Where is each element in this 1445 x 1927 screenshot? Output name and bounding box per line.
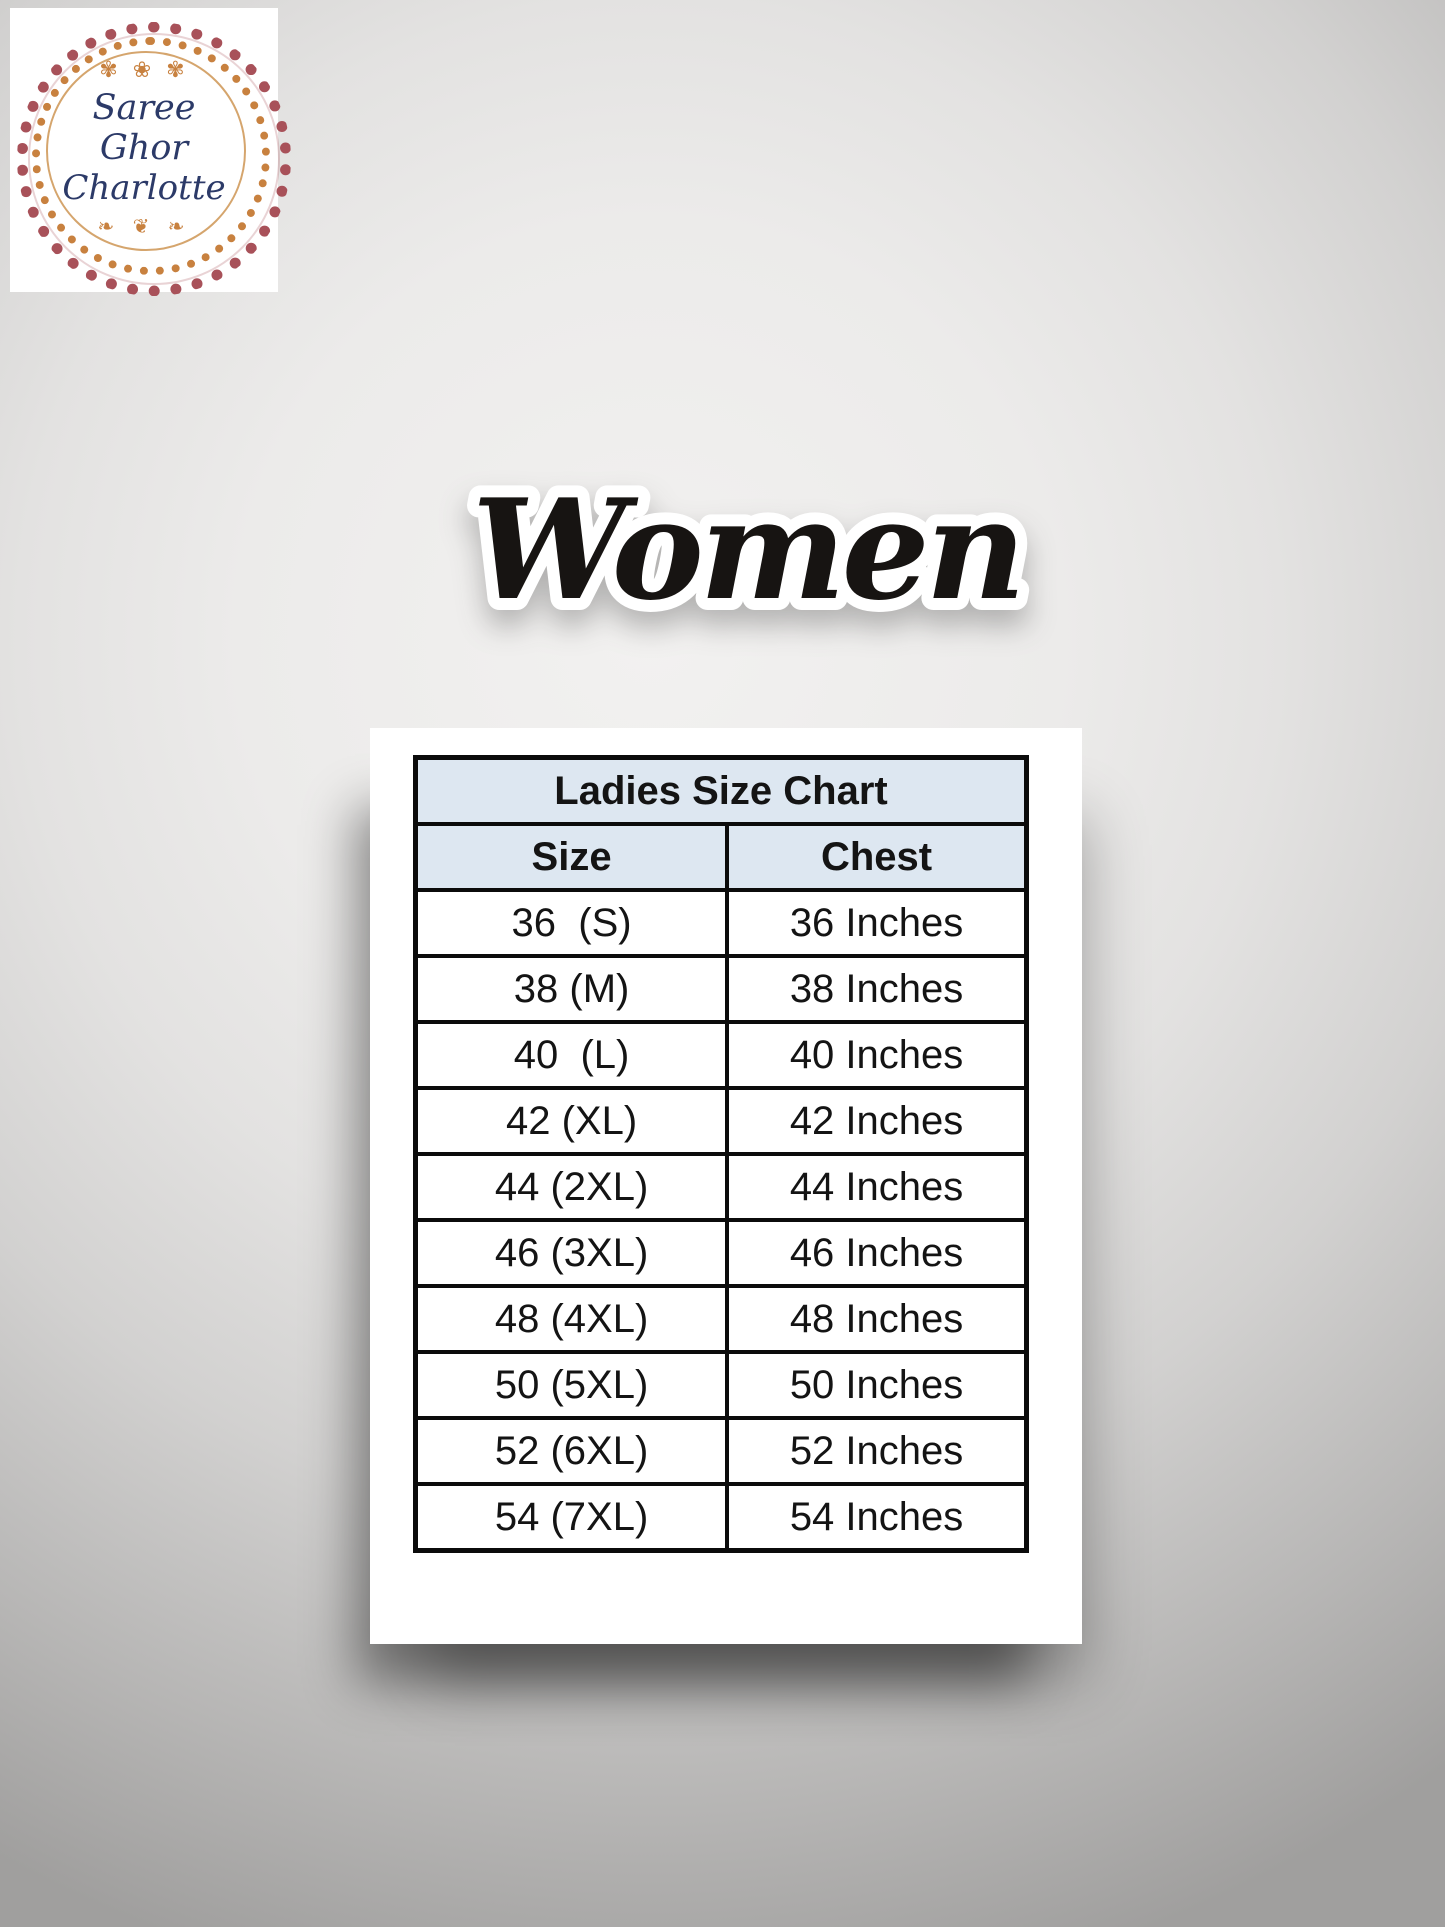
column-header-chest: Chest [727,824,1026,890]
table-row [416,1220,1027,1286]
size-cell: 42 (XL) [416,1088,728,1154]
chest-cell: 42 Inches [727,1088,1026,1154]
chest-cell: 40 Inches [727,1022,1026,1088]
size-cell: 52 (6XL) [416,1418,728,1484]
logo-center [44,48,244,248]
hero-title-sticker [455,448,1040,663]
size-chart-title-row [416,758,1027,825]
size-cell: 44 (2XL) [416,1154,728,1220]
size-cell: 48 (4XL) [416,1286,728,1352]
chest-cell: 52 Inches [727,1418,1026,1484]
size-cell: 54 (7XL) [416,1484,728,1551]
size-chart-header-row [416,824,1027,890]
table-row [416,1022,1027,1088]
brand-name-line1: Saree Ghor [92,88,196,169]
table-row [416,1418,1027,1484]
table-row [416,1352,1027,1418]
column-header-size: Size [416,824,728,890]
table-row [416,890,1027,956]
flourish-bottom-icon: ❧ ❦ ❧ [97,213,191,238]
table-row [416,1088,1027,1154]
chest-cell: 46 Inches [727,1220,1026,1286]
size-cell: 36 (S) [416,890,728,956]
table-row [416,1286,1027,1352]
brand-name-line2: Charlotte [62,167,226,208]
size-chart-table [413,755,1029,1553]
chest-cell: 48 Inches [727,1286,1026,1352]
table-row [416,956,1027,1022]
size-cell: 46 (3XL) [416,1220,728,1286]
table-row [416,1154,1027,1220]
hero-title: Women [472,468,1022,631]
table-row [416,1484,1027,1551]
chest-cell: 36 Inches [727,890,1026,956]
brand-logo [10,8,278,292]
chest-cell: 44 Inches [727,1154,1026,1220]
size-chart-card [370,728,1082,1644]
chest-cell: 54 Inches [727,1484,1026,1551]
size-cell: 50 (5XL) [416,1352,728,1418]
size-cell: 38 (M) [416,956,728,1022]
flourish-top-icon: ✾ ❀ ✾ [99,58,189,84]
size-cell: 40 (L) [416,1022,728,1088]
chest-cell: 50 Inches [727,1352,1026,1418]
size-chart-title: Ladies Size Chart [416,758,1027,825]
chest-cell: 38 Inches [727,956,1026,1022]
